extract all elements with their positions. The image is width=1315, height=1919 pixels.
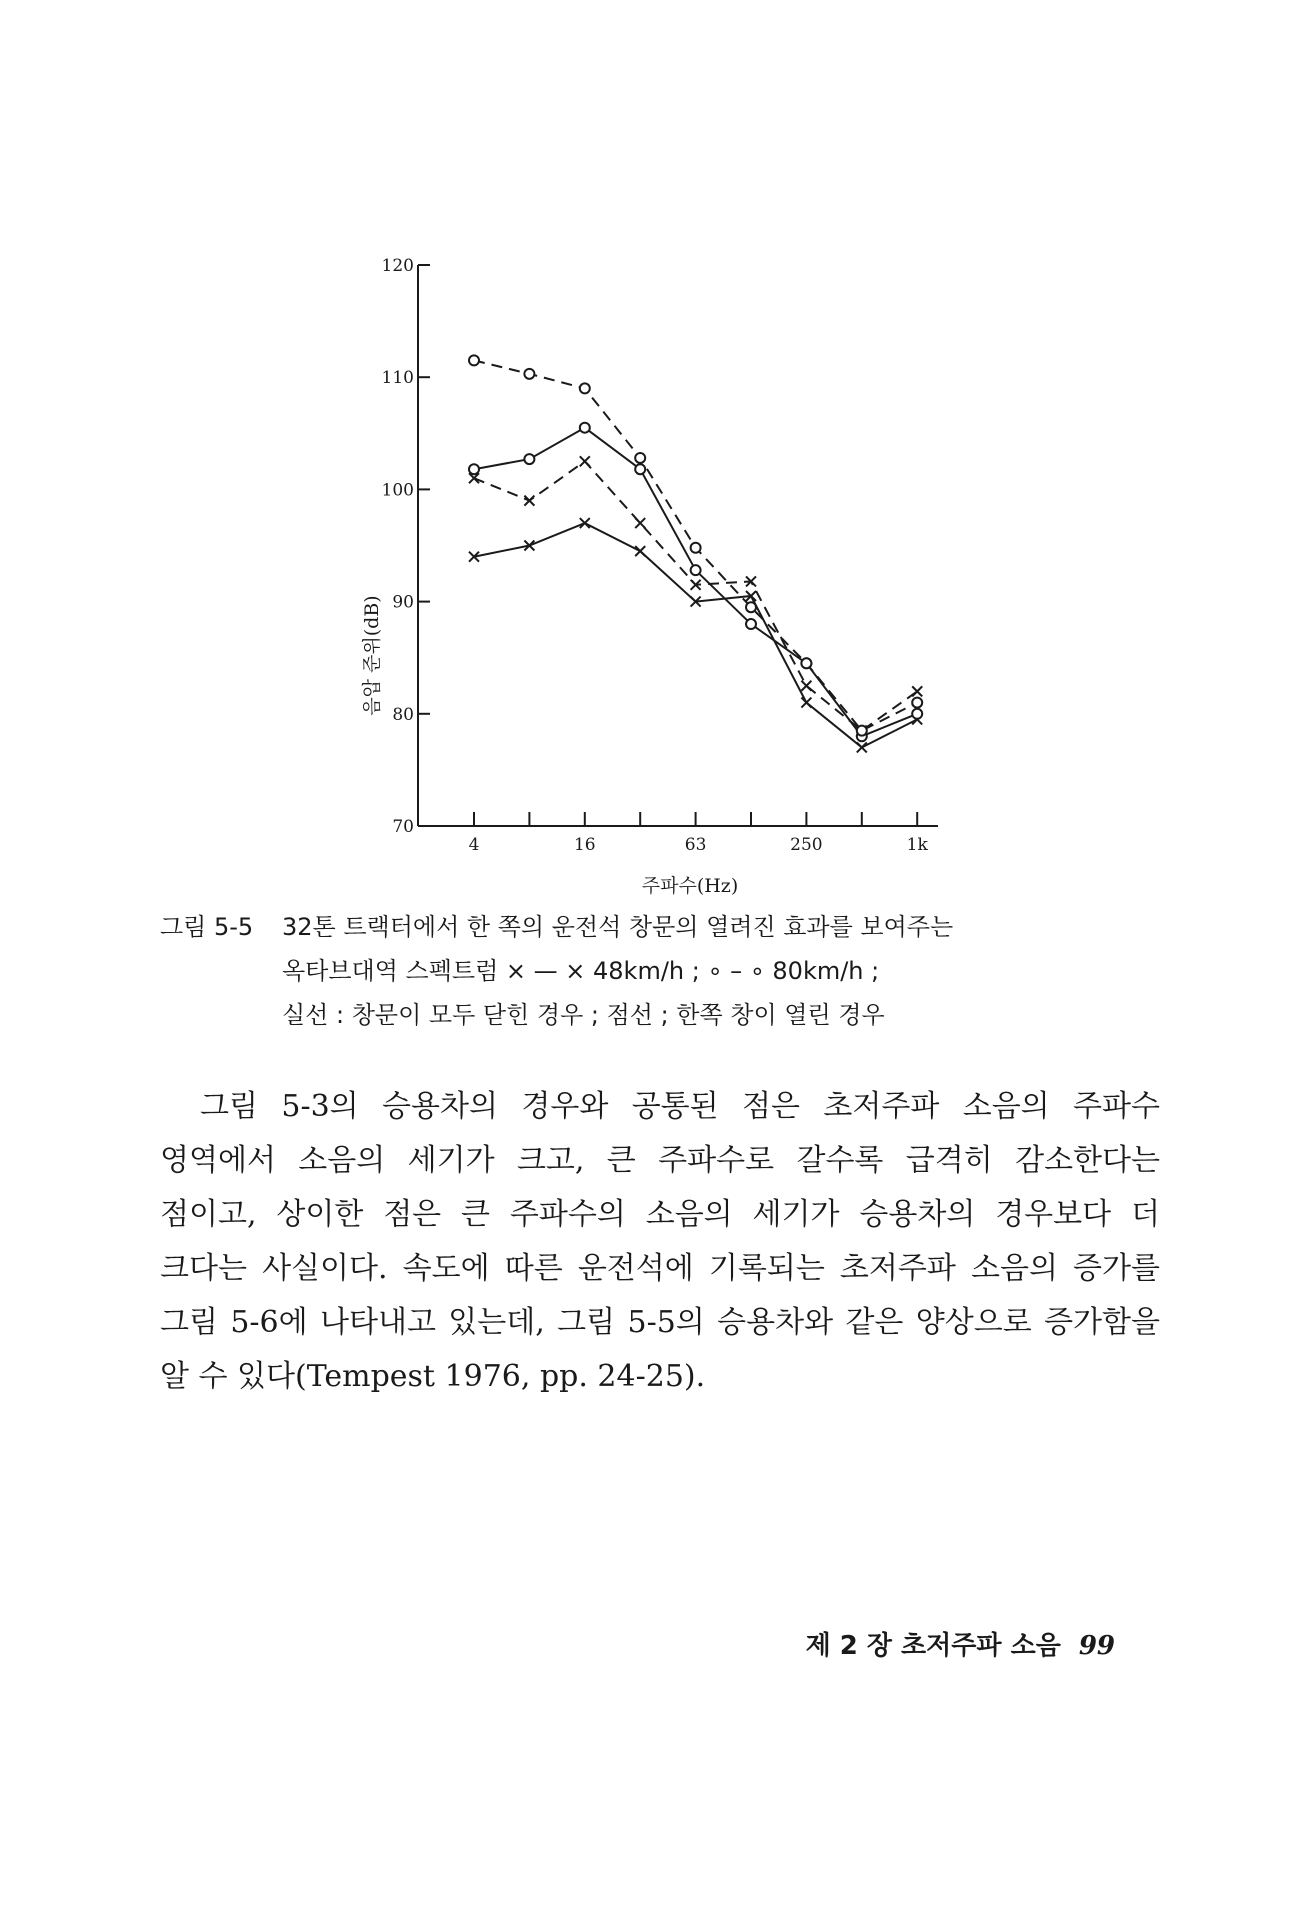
cross-marker — [912, 686, 922, 696]
cross-marker — [524, 496, 534, 506]
figure-caption — [160, 905, 1160, 1037]
page-number: 99 — [1078, 1631, 1115, 1661]
circle-marker — [580, 383, 590, 393]
caption-line-2: 옥타브대역 스펙트럼 × — × 48km/h ; ∘ – ∘ 80km/h ; — [282, 957, 880, 985]
y-tick-label: 70 — [392, 817, 414, 837]
y-axis-title: 음압 준위(dB) — [361, 595, 383, 716]
circle-marker — [580, 423, 590, 433]
circle-marker — [801, 658, 811, 668]
cross-marker — [801, 698, 811, 708]
circle-marker — [857, 726, 867, 736]
circle-marker — [635, 453, 645, 463]
circle-marker — [912, 709, 922, 719]
figure-number: 그림 5-5 — [160, 913, 254, 941]
body-text — [160, 1080, 1160, 1404]
chapter-title: 제 2 장 초저주파 소음 — [805, 1631, 1061, 1661]
circle-marker — [912, 698, 922, 708]
cross-marker — [635, 546, 645, 556]
chart-labels — [361, 256, 928, 897]
circle-marker — [746, 602, 756, 612]
caption-line-3: 실선 : 창문이 모두 닫힌 경우 ; 점선 ; 한쪽 창이 열린 경우 — [282, 1001, 885, 1029]
octave-band-chart — [0, 0, 1315, 900]
caption-line-1: 32톤 트랙터에서 한 쪽의 운전석 창문의 열려진 효과를 보여주는 — [282, 913, 954, 941]
y-tick-label: 120 — [381, 256, 414, 276]
circle-marker — [524, 369, 534, 379]
circle-marker — [469, 464, 479, 474]
y-tick-label: 100 — [381, 480, 414, 501]
circle-marker — [469, 355, 479, 365]
series-line — [474, 523, 917, 747]
circle-marker — [691, 565, 701, 575]
y-tick-label: 90 — [392, 592, 414, 613]
chart-series — [469, 355, 922, 752]
x-tick-label: 250 — [790, 835, 823, 855]
body-paragraph: 그림 5-3의 승용차의 경우와 공통된 점은 초저주파 소음의 주파수 영역에서 소음의 세기가 크고, 큰 주파수로 갈수록 급격히 감소한다는 점이고, 상이한 점은 큰 주파수의 소음의 세기가 승용차의 경우보다 더 크다는 사실이다. 속도에 따른 운전석에 기록되는 초저주파 소음의 증가를 그림 5-6에 나타내고 있는데, 그림 5-5의 승용차와 같은 양상으로 증가함을 알 수 있다(Tempest 1976, pp. 24-25). — [160, 1089, 1160, 1394]
x-tick-label: 1k — [906, 835, 928, 855]
cross-marker — [580, 518, 590, 528]
series-line — [474, 461, 917, 730]
circle-marker — [635, 464, 645, 474]
circle-marker — [524, 454, 534, 464]
y-tick-label: 110 — [381, 368, 414, 389]
x-tick-label: 63 — [684, 835, 707, 855]
circle-marker — [746, 619, 756, 629]
y-tick-label: 80 — [392, 704, 414, 725]
cross-marker — [857, 742, 867, 752]
page-footer — [806, 1625, 1115, 1662]
cross-marker — [801, 681, 811, 691]
x-tick-label: 16 — [573, 835, 596, 855]
circle-marker — [691, 543, 701, 553]
x-axis-title: 주파수(Hz) — [641, 875, 739, 897]
cross-marker — [580, 456, 590, 466]
series-line — [474, 428, 917, 737]
cross-marker — [635, 518, 645, 528]
x-tick-label: 4 — [468, 835, 480, 855]
